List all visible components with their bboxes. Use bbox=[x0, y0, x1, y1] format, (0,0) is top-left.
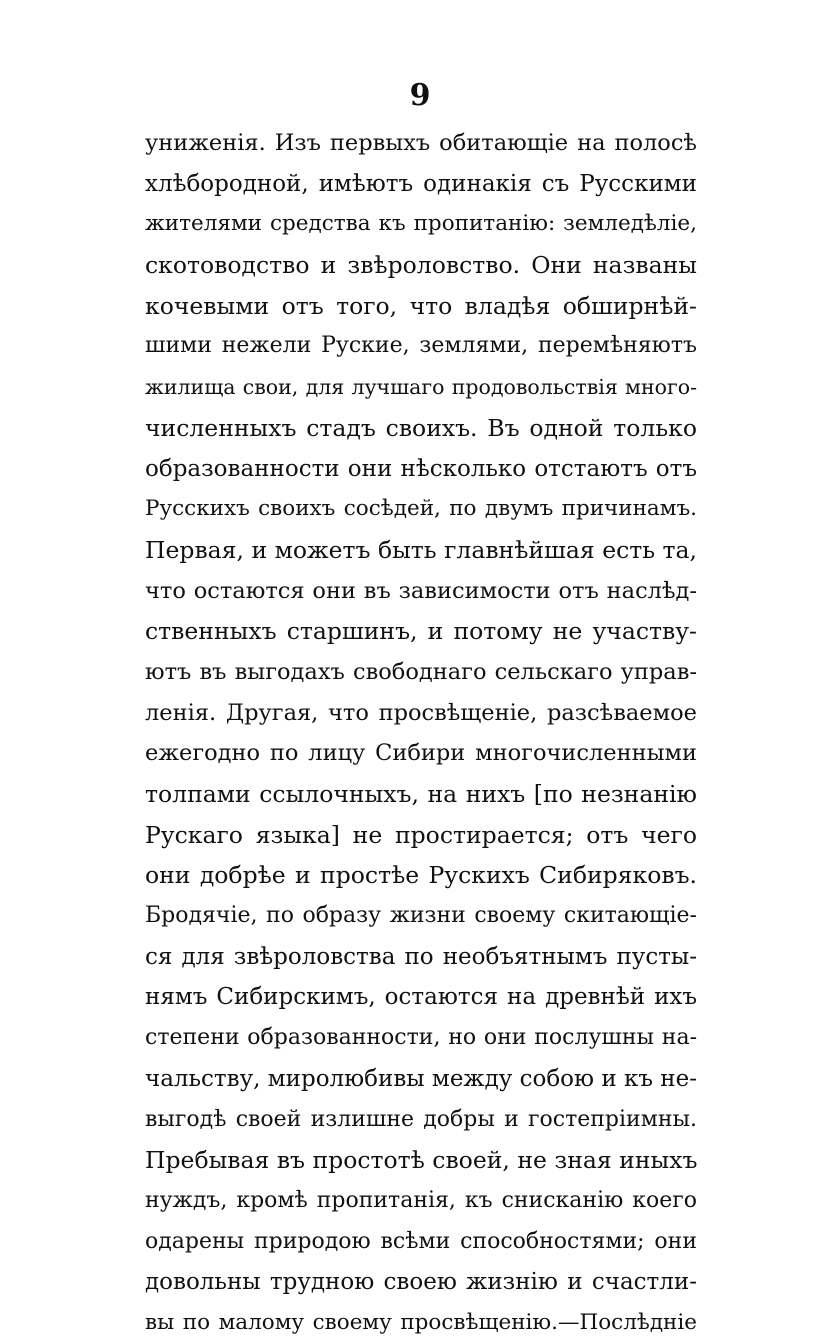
body-text bbox=[145, 123, 697, 1344]
page-number: 9 bbox=[409, 78, 431, 113]
text-line: одарены природою всѣми способностями; они bbox=[145, 1228, 697, 1254]
text-line: выгодѣ своей излишне добры и гостепріимны. bbox=[145, 1106, 697, 1132]
text-line: численныхъ стадъ своихъ. Въ одной только bbox=[145, 413, 697, 442]
text-line: Бродячіе, по образу жизни своему скитающіе- bbox=[145, 903, 697, 929]
text-line: довольны трудною своею жизнію и счастли- bbox=[145, 1269, 697, 1296]
text-line: ютъ въ выгодахъ свободнаго сельскаго управ- bbox=[145, 658, 697, 685]
text-line: степени образованности, но они послушны на- bbox=[145, 1025, 697, 1051]
text-line: шими нежели Руские, землями, перемѣняютъ bbox=[145, 333, 697, 359]
text-line: чальству, миролюбивы между собою и къ не- bbox=[145, 1065, 697, 1092]
text-line: жителями средства къ пропитанію: земледѣліе, bbox=[145, 211, 697, 237]
text-line: вы по малому своему просвѣщенію.—Послѣдніе bbox=[145, 1309, 697, 1335]
text-line: Пребывая въ простотѣ своей, не зная иныхъ bbox=[145, 1146, 697, 1175]
text-line: нуждъ, кромѣ пропитанія, къ снисканію коего bbox=[145, 1187, 697, 1213]
text-line: жилища свои, для лучшаго продовольствія много- bbox=[145, 375, 697, 400]
text-line: ственныхъ старшинъ, и потому не участву- bbox=[145, 617, 697, 646]
text-line: хлѣбородной, имѣютъ одинакія съ Русскими bbox=[145, 170, 697, 197]
text-line: ленія. Другая, что просвѣщеніе, разсѣваемое bbox=[145, 699, 697, 726]
text-line: они добрѣе и простѣе Рускихъ Сибиряковъ. bbox=[145, 861, 697, 890]
text-line: нямъ Сибирскимъ, остаются на древнѣй ихъ bbox=[145, 984, 697, 1011]
text-line: скотоводство и звѣроловство. Они названы bbox=[145, 251, 697, 280]
text-line: что остаются они въ зависимости отъ наслѣд- bbox=[145, 577, 697, 604]
text-line: Первая, и можетъ быть главнѣйшая есть та, bbox=[145, 535, 697, 564]
text-line: униженія. Изъ первыхъ обитающіе на полосѣ bbox=[145, 130, 697, 156]
text-line: Рускаго языка] не простирается; отъ чего bbox=[145, 820, 697, 849]
text-line: кочевыми отъ того, что владѣя обширнѣй- bbox=[145, 291, 697, 320]
text-line: ся для звѣроловства по необъятнымъ пусты- bbox=[145, 943, 697, 970]
text-line: образованности они нѣсколько отстаютъ отъ bbox=[145, 455, 697, 482]
text-line: толпами ссылочныхъ, на нихъ [по незнанію bbox=[145, 780, 697, 808]
text-line: ежегодно по лицу Сибири многочисленными bbox=[145, 740, 697, 767]
text-line: Русскихъ своихъ сосѣдей, по двумъ причинамъ. bbox=[145, 496, 697, 522]
